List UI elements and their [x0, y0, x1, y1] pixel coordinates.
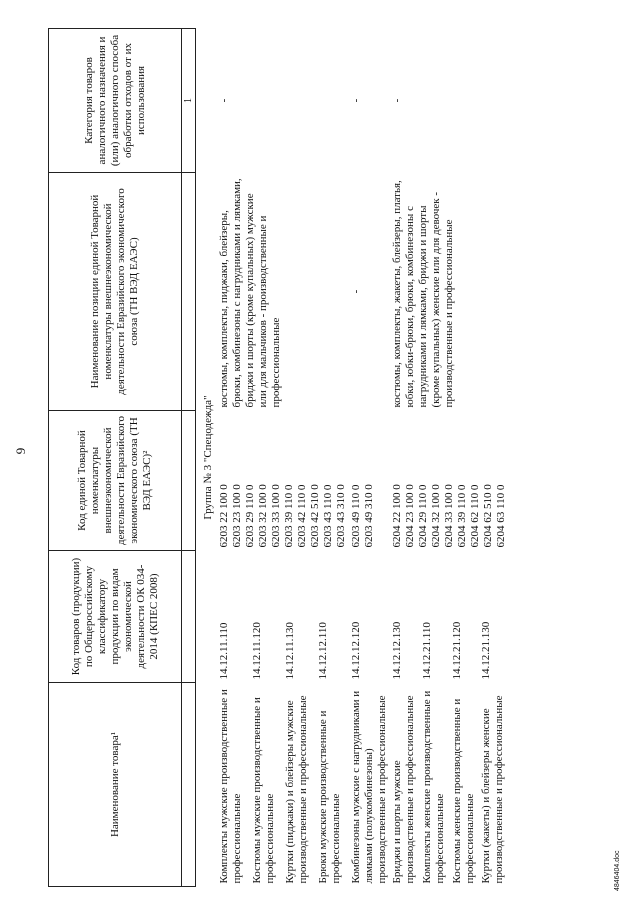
- table-row: [349, 29, 390, 887]
- column-number: [182, 173, 196, 411]
- product-table: [48, 28, 509, 887]
- okpd-code: 14.12.21.130: [480, 621, 493, 680]
- table-row: [217, 29, 250, 887]
- product-name: Бриджи и шорты мужские производственные и профессиональные: [391, 695, 416, 884]
- okpd-code: 14.12.12.130: [391, 621, 403, 680]
- column-number-row: [182, 29, 196, 887]
- product-name: Комплекты женские производственные и профессиональные: [420, 690, 446, 884]
- column-number: [182, 551, 196, 683]
- category: -: [350, 98, 362, 103]
- header-tnved-code: Код единой Товарной номенклатуры внешнеэкономической деятельности Евразийского экономического союза (ТН ВЭД ЕАЭС)²: [49, 411, 182, 551]
- header-okpd-code: Код товаров (продукции) по Общероссийскому классификатору продукции по видам экономической деятельности ОК 034-2014 (КПЕС 2008): [49, 551, 182, 683]
- column-number: [182, 683, 196, 887]
- okpd-code: 14.12.11.110: [218, 622, 230, 680]
- page-number: 9: [13, 447, 28, 455]
- tnved-description: костюмы, комплекты, жакеты, блейзеры, платья, юбки, юбки-брюки, брюки, комбинезоны с нагрудниками и лямками, бриджи и шорты (кроме купальных) женские или для девочек - производственные и профессиональные: [391, 180, 455, 408]
- header-row: [49, 29, 182, 887]
- okpd-code: 14.12.12.120: [350, 621, 362, 680]
- group-row: [196, 29, 218, 887]
- column-number: [182, 411, 196, 551]
- product-name: Комбинезоны мужские с нагрудниками и лямками (полукомбинезоны) производственные и профессиональные: [350, 690, 388, 884]
- file-name-footer: 4846404.doc: [614, 850, 621, 891]
- header-category: Категория товаров аналогичного назначения и (или) аналогичного способа обработки отходов от их использования: [49, 29, 182, 173]
- tnved-codes: 6203 49 110 0 6203 49 310 0: [350, 484, 375, 548]
- tnved-codes: 6204 22 100 0 6204 23 100 0 6204 29 110 0 6204 32 100 0 6204 33 100 0 6204 39 110 0 6204 62 110 0 6204 62 510 0 6204 63 110 0: [391, 484, 507, 548]
- header-tnved-name: Наименование позиции единой Товарной номенклатуры внешнеэкономической деятельности Евразийского экономического союза (ТН ВЭД ЕАЭС): [49, 173, 182, 411]
- product-name: Куртки (пиджаки) и блейзеры мужские производственные и профессиональные: [284, 695, 309, 884]
- product-name: Куртки (жакеты) и блейзеры женские производственные и профессиональные: [480, 695, 506, 884]
- product-name: Комплекты мужские производственные и профессиональные: [218, 689, 243, 884]
- product-name: Костюмы женские производственные и профессиональные: [450, 698, 476, 884]
- header-product-name: Наименование товара¹: [49, 683, 182, 887]
- group-title: Группа № 3 "Спецодежда": [202, 395, 214, 520]
- category: -: [391, 98, 403, 103]
- tnved-description: -: [350, 289, 362, 294]
- product-name: Брюки мужские производственные и профессиональные: [317, 710, 342, 884]
- okpd-code: 14.12.11.120: [251, 622, 263, 680]
- tnved-codes: 6203 22 100 0 6203 23 100 0 6203 29 110 0 6203 32 100 0 6203 33 100 0 6203 39 110 0 6203 42 110 0 6203 42 510 0 6203 43 110 0 6203 43 310 0: [218, 484, 347, 548]
- category: -: [218, 98, 230, 103]
- table-row: [390, 29, 420, 887]
- product-name: Костюмы мужские производственные и профессиональные: [251, 697, 276, 884]
- okpd-code: 14.12.21.110: [420, 622, 433, 680]
- okpd-code: 14.12.12.110: [317, 622, 329, 680]
- okpd-code: 14.12.21.120: [450, 621, 463, 680]
- tnved-description: костюмы, комплекты, пиджаки, блейзеры, брюки, комбинезоны с нагрудниками и лямками, бриджи и шорты (кроме купальных) мужские или для мальчиков - производственные и профессиональные: [218, 178, 282, 408]
- okpd-code: 14.12.11.130: [284, 622, 296, 680]
- column-number: 1: [182, 29, 196, 173]
